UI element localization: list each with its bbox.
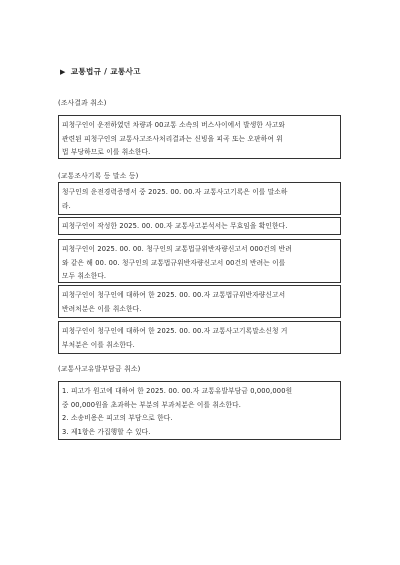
- section-heading-records: (교통조사기록 등 말소 등): [58, 172, 139, 180]
- box-line: 반려처분은 이를 취소한다.: [62, 304, 142, 313]
- box-line: 청구인의 운전경력증명서 중 2025. 00. 00.자 교통사고기록은 이를 말소하: [62, 188, 288, 196]
- box-line: 중 00,000원을 초과하는 부분의 부과처분은 이를 취소한다.: [62, 400, 242, 409]
- box-line: 피청구인이 청구인에 대하여 한 2025. 00. 00.자 교통법규위반자량신고서: [62, 291, 286, 299]
- box-line: 피청구인이 운전하였던 차량과 00교통 소속의 버스사이에서 발생한 사고와: [62, 121, 286, 129]
- box-line: 피청구인이 작성한 2025. 00. 00.자 교통사고분석서는 무효임을 확인한다.: [62, 222, 288, 230]
- box-line: 모두 취소한다.: [62, 272, 107, 281]
- box-line: 피청구인이 청구인에 대하여 한 2025. 00. 00.자 교통사고기록말소신청 거: [62, 327, 288, 335]
- section-heading-levy: (교통사고유발부담금 취소): [58, 365, 141, 373]
- box-line: 피청구인이 2025. 00. 00. 청구인의 교통법규위반자량신고서 000건의 반려: [62, 245, 292, 253]
- box-line: 1. 피고가 원고에 대하여 한 2025. 00. 00.자 교통유발부담금 0,000,000원: [62, 387, 293, 395]
- text-box: [58, 182, 341, 215]
- text-box: [58, 321, 341, 354]
- text-box: [58, 239, 341, 283]
- section-heading-investigation: (조사결과 취소): [58, 99, 107, 107]
- triangle-bullet-icon: ▶: [60, 68, 66, 76]
- box-line: 관련된 피청구인의 교통사고조사처리결과는 신빙을 피곡 또는 오판하여 위: [62, 134, 283, 143]
- box-line: 법 부당하므로 이를 취소한다.: [62, 148, 151, 157]
- box-line: 2. 소송비용은 피고의 부담으로 한다.: [62, 414, 173, 423]
- text-box: [58, 115, 341, 159]
- text-box: [58, 285, 341, 318]
- box-line: 와 같은 해 00. 00. 청구인의 교통법규위반자량신고서 00건의 반려는 이를: [62, 258, 286, 267]
- text-box: [58, 381, 341, 440]
- box-line: 부처분은 이를 취소한다.: [62, 340, 135, 349]
- text-box: [58, 217, 341, 235]
- page-title-text: 교통법규 / 교통사고: [70, 67, 141, 76]
- box-line: 라.: [62, 201, 71, 210]
- box-line: 3. 제1항은 가집행할 수 있다.: [62, 427, 151, 436]
- page-title: [60, 66, 141, 77]
